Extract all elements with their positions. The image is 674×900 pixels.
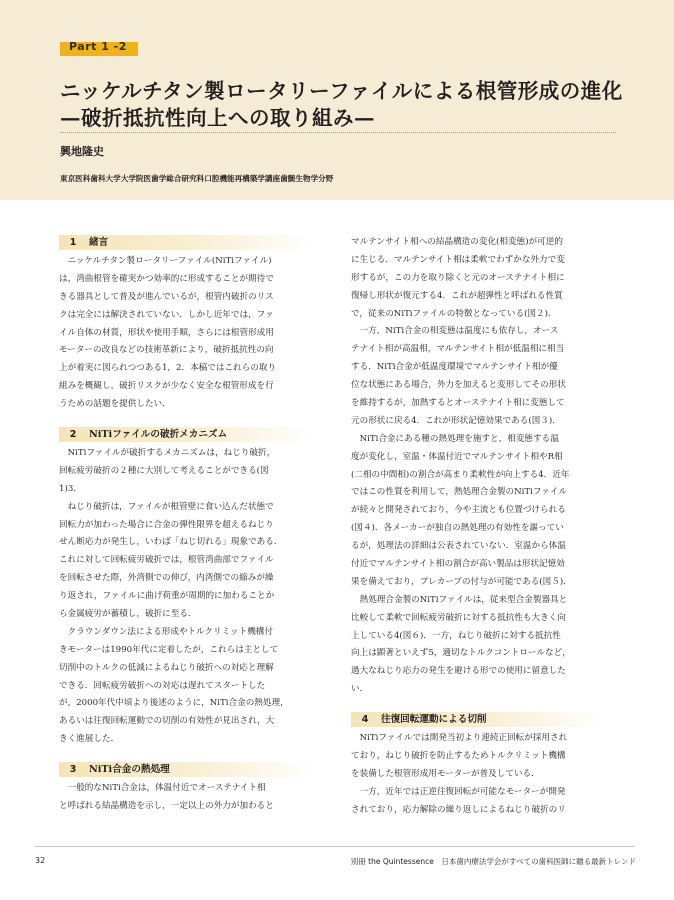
title-divider <box>60 132 616 133</box>
section-heading-2 <box>59 426 321 443</box>
body-text-line: 向上は顕著といえず5，適切なトルクコントロールなど， <box>351 648 571 659</box>
body-text-line: 形するが，この力を取り除くと元のオーステナイト相に <box>351 272 565 283</box>
body-text-line: クは完全には解決されていない．しかし近年では，ファ <box>59 309 274 320</box>
body-text-line: NiTi合金にある種の熱処理を施すと，相変態する温 <box>351 433 559 444</box>
section-heading-3 <box>59 761 321 778</box>
footer-divider <box>35 846 635 847</box>
right-column <box>351 234 613 820</box>
body-text-line: マルテンサイト相への結晶構造の変化(相変態)が可逆的 <box>351 237 563 247</box>
body-text-line: ニッケルチタン製ロータリーファイル(NiTiファイル) <box>59 256 272 266</box>
body-text-line: NiTiファイルでは開発当初より連続正回転が採用され <box>351 733 568 744</box>
left-column <box>59 234 321 816</box>
body-text-line: あるいは往復回転運動での切削の有効性が見出され，大 <box>59 716 275 727</box>
body-text-line: ら金属疲労が蓄積し，破折に至る． <box>59 609 197 620</box>
body-text-line: きく進展した． <box>59 734 120 745</box>
body-text-line: が，2000年代中頃より後述のように，NiTi合金の熱処理， <box>59 698 289 709</box>
article-subtitle: —破折抵抗性向上への取り組み— <box>60 106 375 130</box>
body-text-line: を維持するが，加熱するとオーステナイト相に変態して <box>351 398 565 409</box>
body-text-line: と呼ばれる結晶構造を示し，一定以上の外力が加わると <box>59 801 274 812</box>
body-text-line: 一方，近年では正逆往復回転が可能なモーターが開発 <box>351 786 566 797</box>
body-text-line: 復帰し形状が復元する4．これが超弾性と呼ばれる性質 <box>351 290 563 301</box>
part-label: Part 1 -2 <box>69 40 127 53</box>
section-number: 4 <box>361 714 369 726</box>
author-affiliation: 東京医科歯科大学大学院医歯学総合研究科口腔機能再構築学講座歯髄生物学分野 <box>60 174 334 183</box>
body-text-line: 果を備えており，プレカーブの付与が可能である(図５)． <box>351 576 572 587</box>
section-body-2 <box>59 445 321 749</box>
author-name: 興地隆史 <box>60 145 104 158</box>
section-heading-4 <box>351 711 613 728</box>
body-text-line: い． <box>351 684 369 695</box>
body-text-line: 一般的なNiTi合金は，体温付近でオーステナイト相 <box>59 783 266 794</box>
section-body-1 <box>59 253 321 414</box>
body-text-line: 位な状態にある場合，外力を加えると変形してその形状 <box>351 380 566 391</box>
section-heading-1 <box>59 234 321 251</box>
body-text-line: に生じる．マルテンサイト相は柔軟でわずかな外力で変 <box>351 254 565 265</box>
body-text-line: 度が変化し，室温・体温付近でマルテンサイト相やR相 <box>351 451 563 462</box>
body-text-line: 組みを概観し，破折リスクが少なく安全な根管形成を行 <box>59 381 274 392</box>
body-text-line: 元の形状に戻る4．これが形状記憶効果である(図３)． <box>351 415 561 426</box>
body-text-line: テナイト相が高温相，マルテンサイト相が低温相に相当 <box>351 344 565 355</box>
body-text-line: きる器具として普及が進んでいるが，根管内破折のリス <box>59 291 274 302</box>
body-text-line: クラウンダウン法による形成やトルクリミット機構付 <box>59 626 273 637</box>
article-title: ニッケルチタン製ロータリーファイルによる根管形成の進化 <box>60 79 623 103</box>
body-text-line: 過大なねじり応力の発生を避ける形での使用に留意した <box>351 666 566 677</box>
running-footer-title: 別冊 the Quintessence 日本歯内療法学会がすべての歯科医師に贈る最新トレンド <box>350 857 636 866</box>
body-text-line: (二相の中間相)の割合が高まり柔軟性が向上する4．近年 <box>351 469 570 480</box>
body-text-line: これに対して回転疲労破折では，根管湾曲部でファイル <box>59 555 274 566</box>
body-text-line: イル自体の材質，形状や使用手順，さらには根管形成用 <box>59 327 274 338</box>
body-text-line: が続々と開発されており，今や主流とも位置づけられる <box>351 505 566 516</box>
body-text-line: を装備した根管形成用モーターが普及している． <box>351 768 540 779</box>
body-text-line: (図４)．各メーカーが独自の熱処理の有効性を謳ってい <box>351 523 564 534</box>
section-number: 3 <box>69 764 77 776</box>
body-text-line: せん断応力が発生し，いわば「ねじ切れる」現象である． <box>59 537 283 548</box>
body-text-line: きモーターは1990年代に定着したが，これらは主として <box>59 644 279 655</box>
body-text-line: できる．回転疲労破折への対応は遅れてスタートした <box>59 680 266 691</box>
body-text-line: ねじり破折は，ファイルが根管壁に食い込んだ状態で <box>59 501 274 512</box>
body-text-line: は，湾曲根管を確実かつ効率的に形成することが期待で <box>59 273 274 284</box>
body-text-line: されており，応力解除の繰り返しによるねじり破折のリ <box>351 804 566 815</box>
body-text-line: NiTiファイルが破折するメカニズムは，ねじり破折， <box>59 448 276 459</box>
body-text-line: 回転力が加わった場合に合金の弾性限界を超えるねじり <box>59 519 274 530</box>
section-title: 緒言 <box>89 237 109 248</box>
section-number: 2 <box>69 429 77 441</box>
body-text-line: 上している4(図６)．一方，ねじり破折に対する抵抗性 <box>351 630 561 641</box>
body-text-line: ており，ねじり破折を防止するためトルクリミット機構 <box>351 751 566 762</box>
body-text-line: 回転疲労破折の２種に大別して考えることができる(図 <box>59 465 269 476</box>
body-text-line: 比較して柔軟で回転疲労破折に対する抵抗性も大きく向 <box>351 612 566 623</box>
body-text-line: るが，処理法の詳細は公表されていない．室温から体温 <box>351 541 566 552</box>
body-text-line: り返され，ファイルに曲げ荷重が周期的に加わることか <box>59 591 275 602</box>
section-body-3-continued <box>351 234 613 699</box>
body-text-line: 付近でマルテンサイト相の割合が高い製品は形状記憶効 <box>351 559 565 570</box>
body-text-line: で，従来のNiTiファイルの特徴となっている(図２)． <box>351 308 557 319</box>
body-text-line: うための話題を提供したい． <box>59 399 171 410</box>
section-title: NiTiファイルの破折メカニズム <box>89 429 228 441</box>
section-title: NiTi合金の熱処理 <box>89 764 170 776</box>
section-body-3 <box>59 780 321 816</box>
body-text-line: 1)3． <box>59 483 82 494</box>
body-text-line: 上が着実に図られつつある1，2．本稿ではこれらの取り <box>59 363 277 374</box>
section-number: 1 <box>69 237 77 248</box>
body-text-line: する．NiTi合金が低温度環境でマルテンサイト相が優 <box>351 362 558 373</box>
body-text-line: 切削中のトルクの低減によるねじり破折への対応と理解 <box>59 662 274 673</box>
section-title: 往復回転運動による切削 <box>381 714 487 726</box>
page-number: 32 <box>35 856 46 865</box>
body-text-line: モーターの改良などの技術革新により，破折抵抗性の向 <box>59 345 274 356</box>
body-text-line: 一方，NiTi合金の相変態は温度にも依存し，オース <box>351 326 559 337</box>
body-text-line: ではこの性質を利用して，熱処理合金製のNiTiファイル <box>351 487 568 498</box>
body-text-line: 熱処理合金製のNiTiファイルは，従来型合金製器具と <box>351 594 568 605</box>
body-text-line: を回転させた際，外湾側での伸び，内湾側での縮みが繰 <box>59 573 274 584</box>
section-body-4 <box>351 730 613 819</box>
